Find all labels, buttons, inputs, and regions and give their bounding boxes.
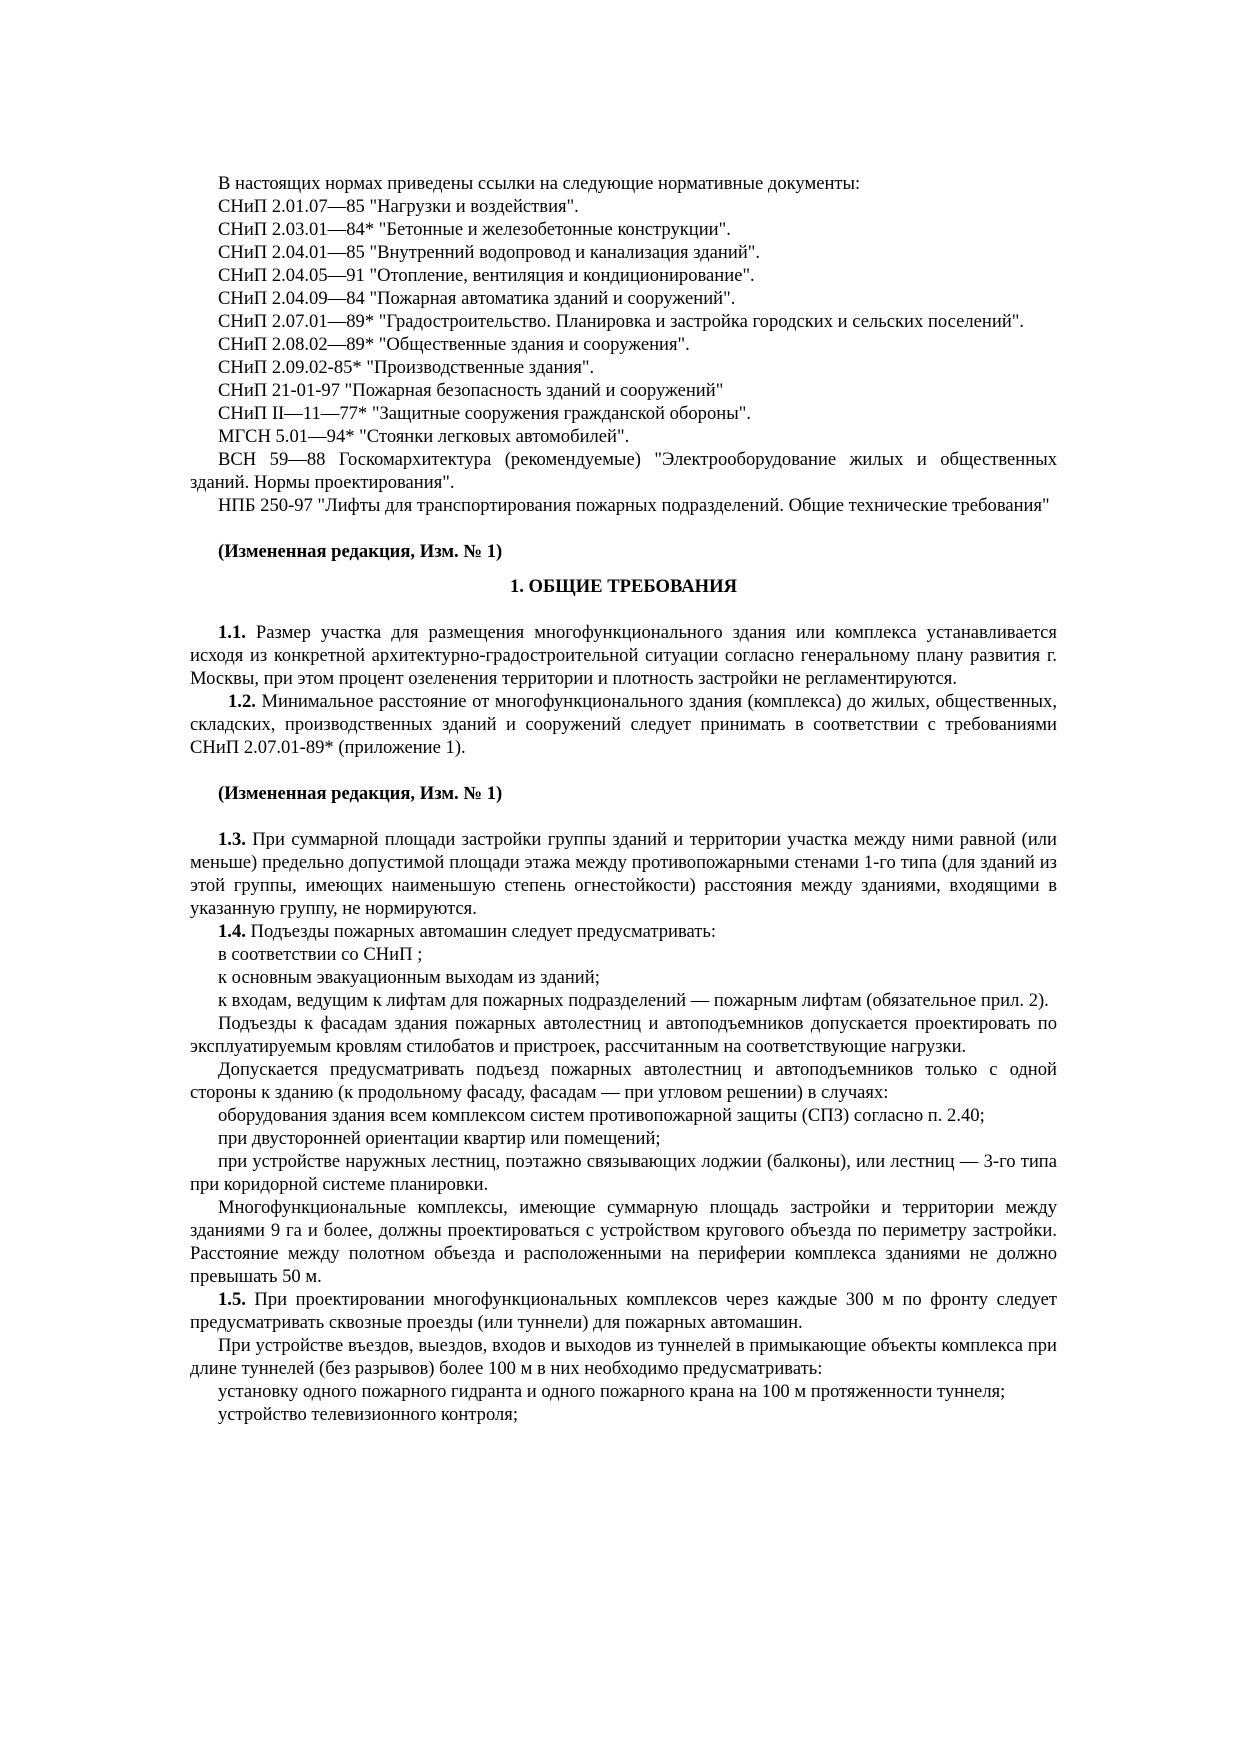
clause-1-5-item: устройство телевизионного контроля; xyxy=(218,1404,518,1425)
ref-item: СНиП 2.04.09—84 "Пожарная автоматика зданий и сооружений". xyxy=(218,288,736,309)
clause-1-4-item: к основным эвакуационным выходам из зданий; xyxy=(218,967,600,988)
clause-number: 1.3. xyxy=(218,829,246,850)
clause-1-3 xyxy=(190,828,1057,920)
clause-1-4-item: Многофункциональные комплексы, имеющие суммарную площадь застройки и территории между зданиями 9 га и более, должны проектироваться с устройством кругового объезда по периметру застройки. Расстояние между полотном объезда и расположенными на периферии комплекса зданиями не должно превышать 50 м. xyxy=(190,1197,1057,1287)
clause-1-4-item: при двусторонней ориентации квартир или помещений; xyxy=(218,1128,661,1149)
clause-text: Размер участка для размещения многофункционального здания или комплекса устанавливается исходя из конкретной архитектурно-градостроительной ситуации согласно генеральному плану развития г. Москвы, при этом процент озеленения территории и плотность застройки не регламентируются. xyxy=(190,622,1057,689)
clause-text: Подъезды пожарных автомашин следует предусматривать: xyxy=(245,921,717,942)
clause-1-4-item: к входам, ведущим к лифтам для пожарных подразделений — пожарным лифтам (обязательное прил. 2). xyxy=(218,990,1049,1011)
ref-item: СНиП 2.09.02-85* "Производственные здания". xyxy=(218,357,595,378)
ref-item: СНиП 2.04.01—85 "Внутренний водопровод и канализация зданий". xyxy=(218,242,761,263)
ref-item: СНиП 2.01.07—85 "Нагрузки и воздействия". xyxy=(218,196,579,217)
document-page xyxy=(190,172,1057,1426)
ref-item: СНиП II—11—77* "Защитные сооружения гражданской обороны". xyxy=(218,403,751,424)
section-title: 1. ОБЩИЕ ТРЕБОВАНИЯ xyxy=(509,576,738,597)
ref-item: СНиП 2.03.01—84* "Бетонные и железобетонные конструкции". xyxy=(218,219,731,240)
refs-intro: В настоящих нормах приведены ссылки на следующие нормативные документы: xyxy=(218,173,861,194)
clause-text: При проектировании многофункциональных комплексов через каждые 300 м по фронту следует предусматривать сквозные проезды (или туннели) для пожарных автомашин. xyxy=(190,1289,1057,1333)
clause-1-4-item: в соответствии со СНиП ; xyxy=(218,944,423,965)
clause-1-4-item: при устройстве наружных лестниц, поэтажно связывающих лоджии (балконы), или лестниц — 3-го типа при коридорной системе планировки. xyxy=(190,1151,1057,1195)
clause-1-5 xyxy=(190,1288,1057,1334)
clause-text: При суммарной площади застройки группы зданий и территории участка между ними равной (или меньше) предельно допустимой площади этажа между противопожарными стенами 1-го типа (для зданий из этой группы, имеющих наименьшую степень огнестойкости) расстояния между зданиями, входящими в указанную группу, не нормируются. xyxy=(190,829,1057,919)
ref-item: СНиП 2.07.01—89* "Градостроительство. Планировка и застройка городских и сельских поселений". xyxy=(218,311,1025,332)
ref-item: НПБ 250-97 "Лифты для транспортирования пожарных подразделений. Общие технические требования" xyxy=(218,495,1050,516)
clause-1-4-item: Допускается предусматривать подъезд пожарных автолестниц и автоподъемников только с одной стороны к зданию (к продольному фасаду, фасадам — при угловом решении) в случаях: xyxy=(190,1059,1057,1103)
amendment-note: (Измененная редакция, Изм. № 1) xyxy=(218,541,503,562)
ref-item: СНиП 21-01-97 "Пожарная безопасность зданий и сооружений" xyxy=(218,380,724,401)
clause-1-1 xyxy=(190,621,1057,690)
amendment-note: (Измененная редакция, Изм. № 1) xyxy=(218,783,503,804)
ref-item: СНиП 2.04.05—91 "Отопление, вентиляция и кондиционирование". xyxy=(218,265,755,286)
clause-number: 1.5. xyxy=(218,1289,246,1310)
clause-1-4 xyxy=(190,920,1057,943)
clause-1-4-item: Подъезды к фасадам здания пожарных автолестниц и автоподъемников допускается проектировать по эксплуатируемым кровлям стилобатов и пристроек, рассчитанным на соответствующие нагрузки. xyxy=(190,1013,1057,1057)
clause-1-5-item: При устройстве въездов, выездов, входов и выходов из туннелей в примыкающие объекты комплекса при длине туннелей (без разрывов) более 100 м в них необходимо предусматривать: xyxy=(190,1335,1057,1379)
clause-text: Минимальное расстояние от многофункционального здания (комплекса) до жилых, общественных, складских, производственных зданий и сооружений следует принимать в соответствии с требованиями СНиП 2.07.01-89* (приложение 1). xyxy=(190,691,1057,758)
clause-1-2 xyxy=(190,690,1057,759)
clause-1-5-item: установку одного пожарного гидранта и одного пожарного крана на 100 м протяженности туннеля; xyxy=(218,1381,1006,1402)
clause-number: 1.4. xyxy=(218,921,246,942)
ref-item: ВСН 59—88 Госкомархитектура (рекомендуемые) "Электрооборудование жилых и общественных зданий. Нормы проектирования". xyxy=(190,449,1057,493)
ref-item: МГСН 5.01—94* "Стоянки легковых автомобилей". xyxy=(218,426,630,447)
ref-item: СНиП 2.08.02—89* "Общественные здания и сооружения". xyxy=(218,334,690,355)
clause-1-4-item: оборудования здания всем комплексом систем противопожарной защиты (СПЗ) согласно п. 2.40; xyxy=(218,1105,985,1126)
clause-number: 1.1. xyxy=(218,622,246,643)
clause-number: 1.2. xyxy=(228,691,256,712)
